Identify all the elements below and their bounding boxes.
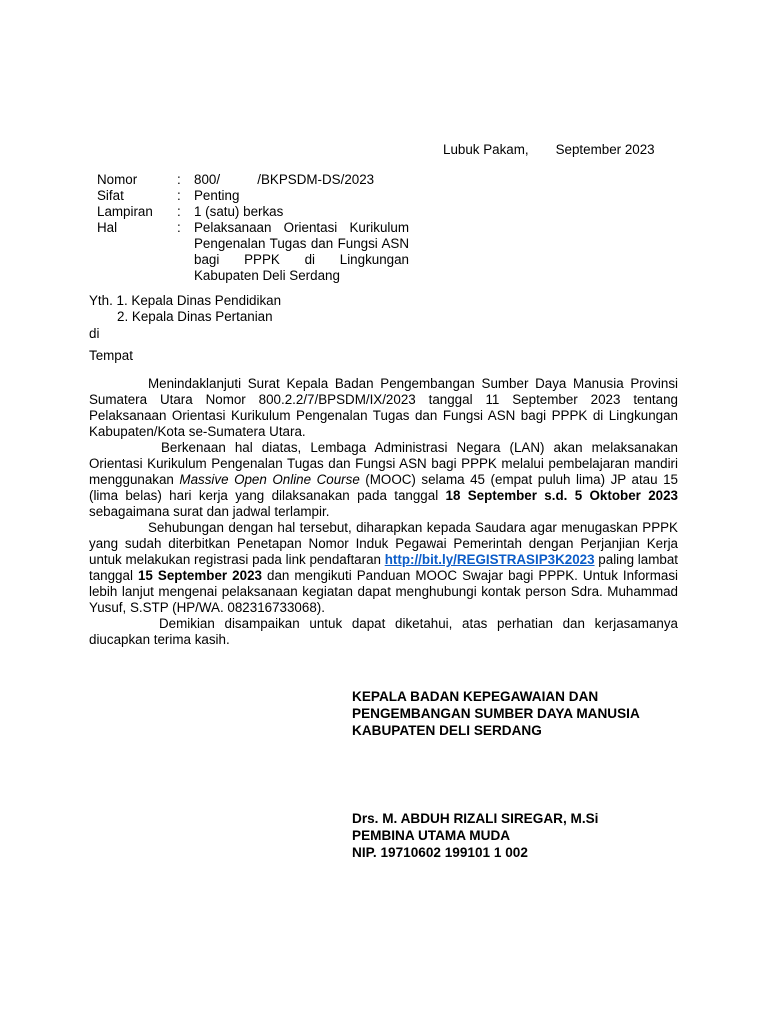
meta-key: Nomor: [97, 172, 138, 187]
text-span: sebagaimana surat dan jadwal terlampir.: [89, 504, 330, 519]
recipient-line-tempat: Tempat: [89, 348, 133, 363]
meta-key: Sifat: [97, 188, 124, 203]
meta-colon: :: [177, 172, 181, 187]
letter-meta: [97, 172, 417, 284]
meta-key: Hal: [97, 220, 118, 235]
meta-value: 800/ /BKPSDM-DS/2023: [194, 172, 375, 187]
meta-row-sifat: [97, 188, 417, 204]
italic-text: Massive Open Online Course: [179, 472, 360, 487]
bold-date-range: 18 September s.d. 5 Oktober 2023: [445, 488, 678, 503]
meta-value: Penting: [194, 188, 240, 203]
letter-body: [89, 376, 678, 648]
signatory-rank: PEMBINA UTAMA MUDA: [352, 828, 511, 843]
letter-date: [443, 142, 655, 158]
registration-link[interactable]: http://bit.ly/REGISTRASIP3K2023: [384, 552, 595, 567]
meta-value: 1 (satu) berkas: [194, 204, 284, 219]
meta-row-hal: [97, 220, 417, 284]
signatory-block: [352, 810, 598, 861]
meta-colon: :: [177, 204, 181, 219]
date-place: Lubuk Pakam,: [443, 142, 529, 157]
recipient-line-2: 2. Kepala Dinas Pertanian: [117, 309, 273, 324]
signature-title-line-3: KABUPATEN DELI SERDANG: [352, 723, 542, 738]
meta-row-nomor: [97, 172, 417, 188]
text-span: Sehubungan dengan hal tersebut, diharapkan kepada Saudara agar menugaskan PPPK yang sudah diterbitkan Penetapan Nomor Induk Pegawai Pemerintah dengan Perjanjian Kerja untuk melakukan registrasi pada link pendaftaran: [89, 520, 678, 567]
signatory-nip: NIP. 19710602 199101 1 002: [352, 845, 528, 860]
recipient-address: [89, 293, 281, 364]
text-span: paling lambat tanggal: [89, 552, 678, 583]
meta-key: Lampiran: [97, 204, 153, 219]
signature-title-block: [352, 688, 640, 739]
meta-value: Pelaksanaan Orientasi Kurikulum Pengenalan Tugas dan Fungsi ASN bagi PPPK di Lingkungan Kabupaten Deli Serdang: [194, 220, 409, 283]
meta-row-lampiran: [97, 204, 417, 220]
body-paragraph-3: [89, 520, 678, 616]
body-paragraph-4: Demikian disampaikan untuk dapat diketahui, atas perhatian dan kerjasamanya diucapkan terima kasih.: [89, 616, 678, 647]
bold-deadline: 15 September 2023: [137, 568, 262, 583]
meta-colon: :: [177, 220, 181, 235]
recipient-line-di: di: [89, 326, 100, 341]
recipient-line-1: Yth. 1. Kepala Dinas Pendidikan: [89, 293, 282, 308]
body-paragraph-1: Menindaklanjuti Surat Kepala Badan Pengembangan Sumber Daya Manusia Provinsi Sumatera Utara Nomor 800.2.2/7/BPSDM/IX/2023 tanggal 11 September 2023 tentang Pelaksanaan Orientasi Kurikulum Pengenalan Tugas dan Fungsi ASN bagi PPPK di Lingkungan Kabupaten/Kota se-Sumatera Utara.: [89, 376, 678, 439]
text-span: dan mengikuti Panduan MOOC Swajar bagi PPPK. Untuk Informasi lebih lanjut mengenai pelaksanaan kegiatan dapat menghubungi kontak person Sdra. Muhammad Yusuf, S.STP (HP/WA. 082316733068).: [89, 568, 678, 615]
text-span: Berkenaan hal diatas, Lembaga Administrasi Negara (LAN) akan melaksanakan Orientasi Kurikulum Pengenalan Tugas dan Fungsi ASN bagi PPPK melalui pembelajaran mandiri menggunakan: [89, 440, 678, 487]
body-paragraph-2: [89, 440, 678, 520]
signatory-name: Drs. M. ABDUH RIZALI SIREGAR, M.Si: [352, 811, 599, 826]
date-month-year: September 2023: [555, 142, 655, 157]
text-span: (MOOC) selama 45 (empat puluh lima) JP atau 15 (lima belas) hari kerja yang dilaksanakan pada tanggal: [89, 472, 678, 503]
signature-title-line-2: PENGEMBANGAN SUMBER DAYA MANUSIA: [352, 706, 640, 721]
meta-colon: :: [177, 188, 181, 203]
signature-title-line-1: KEPALA BADAN KEPEGAWAIAN DAN: [352, 689, 599, 704]
